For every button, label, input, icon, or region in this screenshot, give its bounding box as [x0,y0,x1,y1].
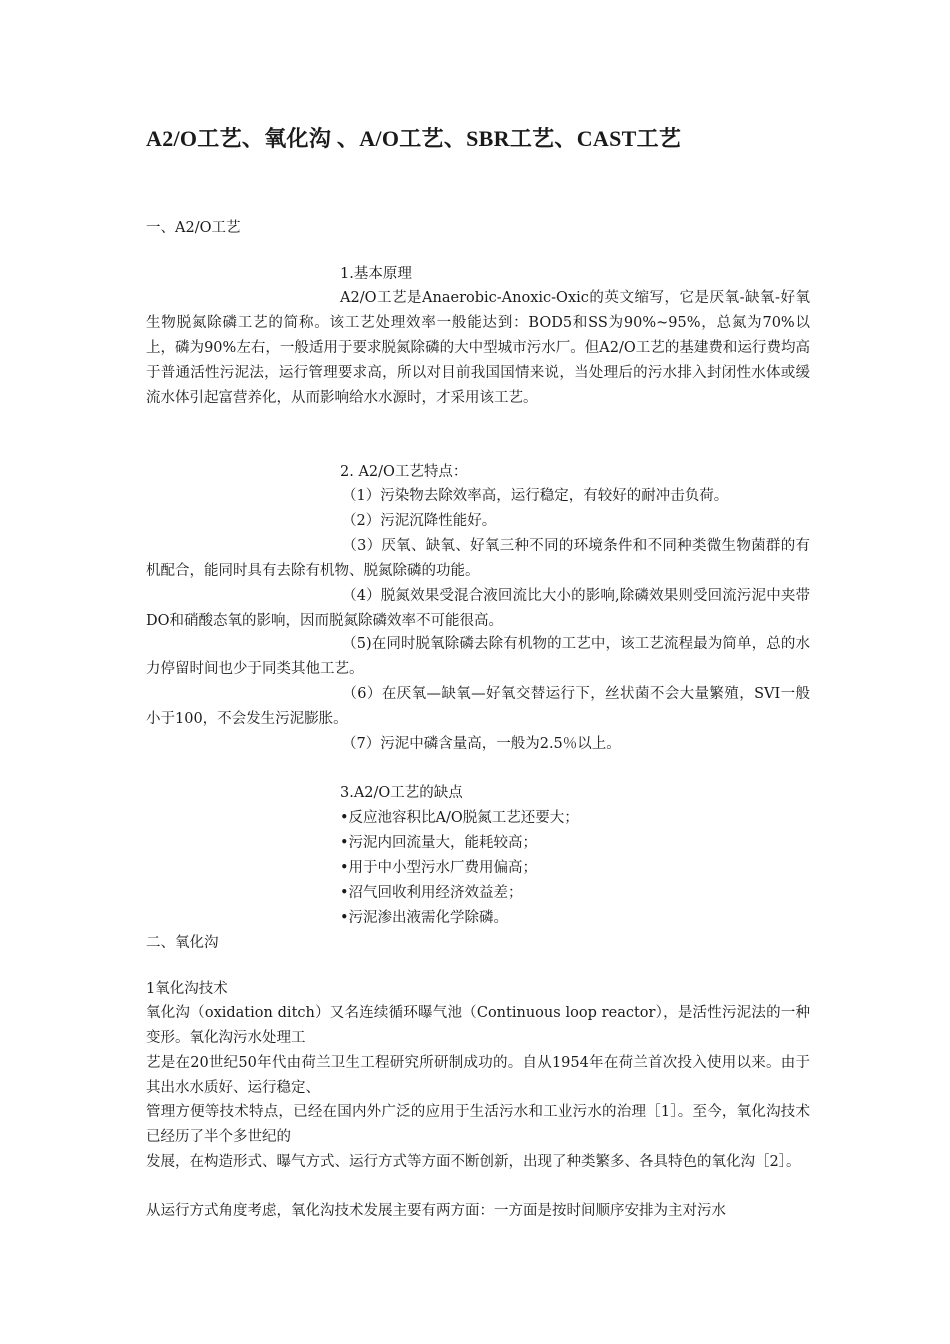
document-title: A2/O工艺、氧化沟 、A/O工艺、SBR工艺、CAST工艺 [146,126,682,151]
drawback-item: •沼气回收利用经济效益差； [340,885,523,901]
feature-item: （6）在厌氧—缺氧—好氧交替运行下，丝状菌不会大量繁殖，SVI一般小于100，不会发生污泥膨胀。 [146,686,810,727]
drawback-item: •反应池容积比A/O脱氮工艺还要大； [340,810,579,826]
drawback-item: •用于中小型污水厂费用偏高； [340,860,538,876]
feature-item: （3）厌氧、缺氧、好氧三种不同的环境条件和不同种类微生物菌群的有机配合，能同时具有去除有机物、脱氮除磷的功能。 [146,538,810,579]
oxidation-ditch-paragraph: 发展，在构造形式、曝气方式、运行方式等方面不断创新，出现了种类繁多、各具特色的氧化沟［2］。 [146,1154,801,1170]
oxidation-ditch-paragraph: 管理方便等技术特点，已经在国内外广泛的应用于生活污水和工业污水的治理［1］。至今，氧化沟技术已经历了半个多世纪的 [146,1104,810,1145]
oxidation-ditch-paragraph: 艺是在20世纪50年代由荷兰卫生工程研究所研制成功的。自从1954年在荷兰首次投入使用以来。由于其出水水质好、运行稳定、 [146,1055,810,1096]
feature-item: （2）污泥沉降性能好。 [342,513,497,529]
section-2-heading: 二、氧化沟 [146,935,219,951]
oxidation-ditch-paragraph: 从运行方式角度考虑，氧化沟技术发展主要有两方面：一方面是按时间顺序安排为主对污水 [146,1203,726,1219]
drawback-item: •污泥内回流量大，能耗较高； [340,835,538,851]
principle-text: A2/O工艺是Anaerobic-Anoxic-Oxic的英文缩写，它是厌氧-缺氧-好氧生物脱氮除磷工艺的简称。该工艺处理效率一般能达到：BOD5和SS为90%~95%，总氮为70%以上，磷为90%左右，一般适用于要求脱氮除磷的大中型城市污水厂。但A2/O工艺的基建费和运行费均高于普通活性污泥法，运行管理要求高，所以对目前我国国情来说，当处理后的污水排入封闭性水体或缓流水体引起富营养化，从而影响给水水源时，才采用该工艺。 [146,290,810,406]
principle-heading: 1.基本原理 [340,266,412,282]
oxidation-ditch-paragraph: 氧化沟（oxidation ditch）又名连续循环曝气池（Continuous loop reactor），是活性污泥法的一种变形。氧化沟污水处理工 [146,1005,810,1046]
drawback-item: •污泥渗出液需化学除磷。 [340,910,509,926]
drawbacks-heading: 3.A2/O工艺的缺点 [340,785,463,801]
section-1-heading: 一、A2/O工艺 [146,220,241,236]
feature-item: （7）污泥中磷含量高，一般为2.5％以上。 [342,736,621,752]
feature-item: （5)在同时脱氧除磷去除有机物的工艺中，该工艺流程最为简单，总的水力停留时间也少于同类其他工艺。 [146,636,810,677]
principle-paragraph [146,286,810,411]
feature-item: （1）污染物去除效率高，运行稳定，有较好的耐冲击负荷。 [342,488,729,504]
feature-item: （4）脱氮效果受混合液回流比大小的影响,除磷效果则受回流污泥中夹带DO和硝酸态氧的影响，因而脱氮除磷效率不可能很高。 [146,588,810,629]
features-heading: 2. A2/O工艺特点： [340,464,468,480]
oxidation-ditch-subheading: 1氧化沟技术 [146,981,228,997]
